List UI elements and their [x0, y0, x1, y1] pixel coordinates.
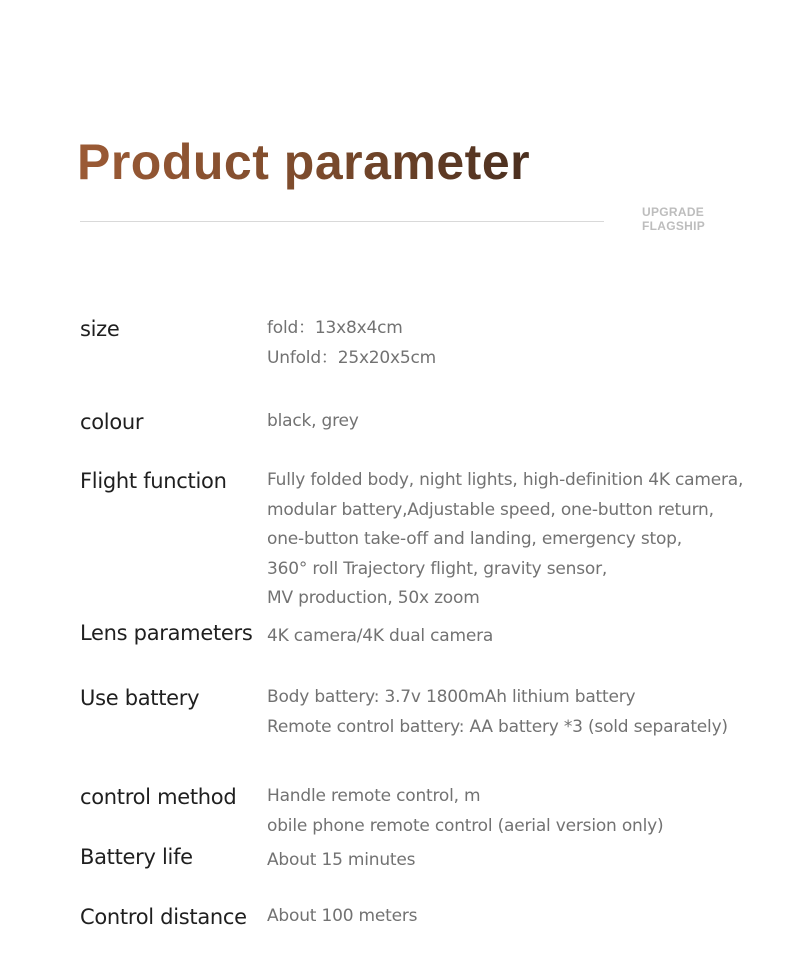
param-label-battery: Use battery: [80, 686, 200, 710]
param-value-line: 4K camera/4K dual camera: [267, 626, 494, 646]
param-value-line: fold：13x8x4cm: [267, 318, 403, 338]
param-value-battery: [267, 683, 728, 742]
param-label-colour: colour: [80, 410, 144, 434]
title-divider: [80, 221, 604, 222]
param-label-lens: Lens parameters: [80, 621, 253, 645]
param-value-line: obile phone remote control (aerial version only): [267, 815, 664, 836]
param-value-line: About 15 minutes: [267, 850, 416, 870]
upgrade-flagship-tag: [642, 205, 705, 233]
param-value-lens: [267, 622, 493, 652]
param-label-control-distance: Control distance: [80, 905, 247, 929]
param-value-line: 360° roll Trajectory flight, gravity sensor,: [267, 558, 608, 579]
param-value-line: MV production, 50x zoom: [267, 588, 480, 608]
param-value-control-method: [267, 782, 663, 841]
page-title: Product parameter: [77, 134, 531, 190]
param-value-line: Fully folded body, night lights, high-definition 4K camera,: [267, 470, 744, 490]
param-value-colour: [267, 407, 359, 437]
param-value-line: one-button take-off and landing, emergency stop,: [267, 529, 682, 549]
param-value-line: Body battery: 3.7v 1800mAh lithium battery: [267, 687, 636, 707]
param-value-battery-life: [267, 846, 415, 876]
param-value-line: black, grey: [267, 411, 359, 431]
param-label-size: size: [80, 317, 120, 341]
tag-line-upgrade: UPGRADE: [642, 205, 705, 219]
param-value-line: Unfold：25x20x5cm: [267, 347, 437, 368]
param-value-line: About 100 meters: [267, 906, 418, 926]
param-value-line: modular battery,Adjustable speed, one-button return,: [267, 499, 714, 520]
param-label-control-method: control method: [80, 785, 237, 809]
param-value-control-distance: [267, 902, 417, 932]
param-value-flight-function: [267, 466, 743, 614]
param-value-line: Remote control battery: AA battery *3 (sold separately): [267, 716, 728, 737]
tag-line-flagship: FLAGSHIP: [642, 219, 706, 233]
param-value-size: [267, 314, 436, 373]
param-label-battery-life: Battery life: [80, 845, 193, 869]
param-value-line: Handle remote control, m: [267, 786, 481, 806]
param-label-flight-function: Flight function: [80, 469, 227, 493]
